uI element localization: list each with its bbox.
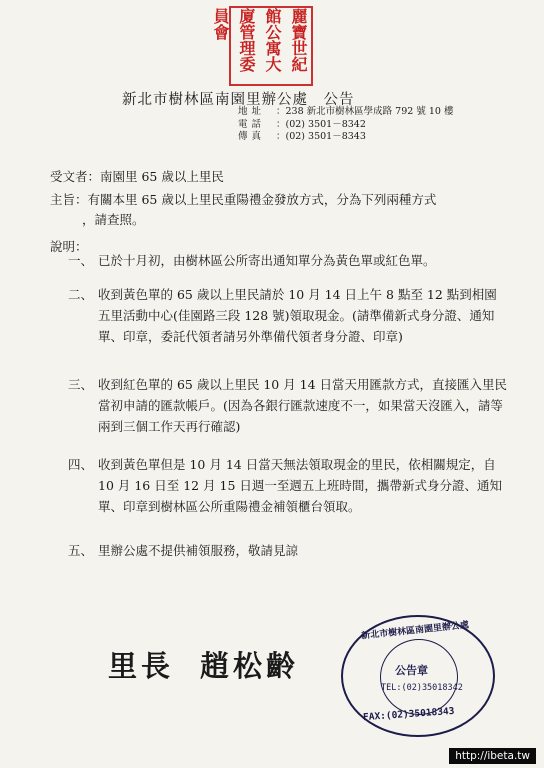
- stamp-label: 公告章: [395, 664, 428, 677]
- stamp-ring-text: 新北市樹林區南園里辦公處: [360, 620, 470, 642]
- list-item: 一、 已於十月初，由樹林區公所寄出通知單分為黃色單或紅色單。: [68, 253, 436, 268]
- official-stamp: [341, 615, 495, 737]
- list-item: 二、 收到黃色單的 65 歲以上里民請於 10 月 14 日上午 8 點至 12 點到相園五里活動中心(佳園路三段 128 號)領取現金。(請準備新式身分證、通知單、印章，委託代領者請另外準備代領者身分證、印章): [68, 287, 497, 344]
- seal-stamp: 麗寶世紀館公寓大廈管理委員會: [211, 8, 308, 72]
- subject-line-2: ，請查照。: [82, 212, 145, 227]
- recipient-line: 受文者：南園里 65 歲以上里民: [50, 169, 224, 184]
- watermark-url: http://ibeta.tw: [449, 748, 536, 764]
- contact-fax: 傳真 ：(02) 3501－8343: [238, 131, 366, 142]
- list-item: 三、 收到紅色單的 65 歲以上里民 10 月 14 日當天用匯款方式，直接匯入里民當初申請的匯款帳戶。(因為各銀行匯款速度不一，如果當天沒匯入，請等兩到三個工作天再行確認): [68, 377, 508, 434]
- signature-line: [108, 644, 299, 685]
- contact-block: [238, 106, 453, 144]
- seal-border: [211, 6, 313, 86]
- list-item: 五、 里辦公處不提供補領服務，敬請見諒: [68, 543, 299, 558]
- signature-title: 里長: [108, 649, 175, 683]
- explain-label: 說明：: [50, 239, 88, 254]
- subject-line-1: 主旨：有關本里 65 歲以上里民重陽禮金發放方式，分為下列兩種方式: [50, 192, 437, 207]
- stamp-fax: FAX:(02)35018343: [362, 705, 455, 724]
- contact-address: 地址 ：238 新北市樹林區學成路 792 號 10 樓: [238, 106, 454, 117]
- stamp-tel: TEL:(02)35018342: [381, 683, 463, 693]
- list-item: 四、 收到黃色單但是 10 月 14 日當天無法領取現金的里民，依相關規定，自 10 月 16 日至 12 月 15 日週一至週五上班時間，攜帶新式身分證、通知單、印章到樹林區公所重陽禮金補領櫃台領取。: [68, 457, 502, 514]
- contact-phone: 電話 ：(02) 3501－8342: [238, 118, 366, 130]
- document-title: 新北市樹林區南園里辦公處 公告: [122, 92, 355, 108]
- signature-name: 趙松齡: [200, 649, 300, 683]
- subject-block: [50, 190, 500, 230]
